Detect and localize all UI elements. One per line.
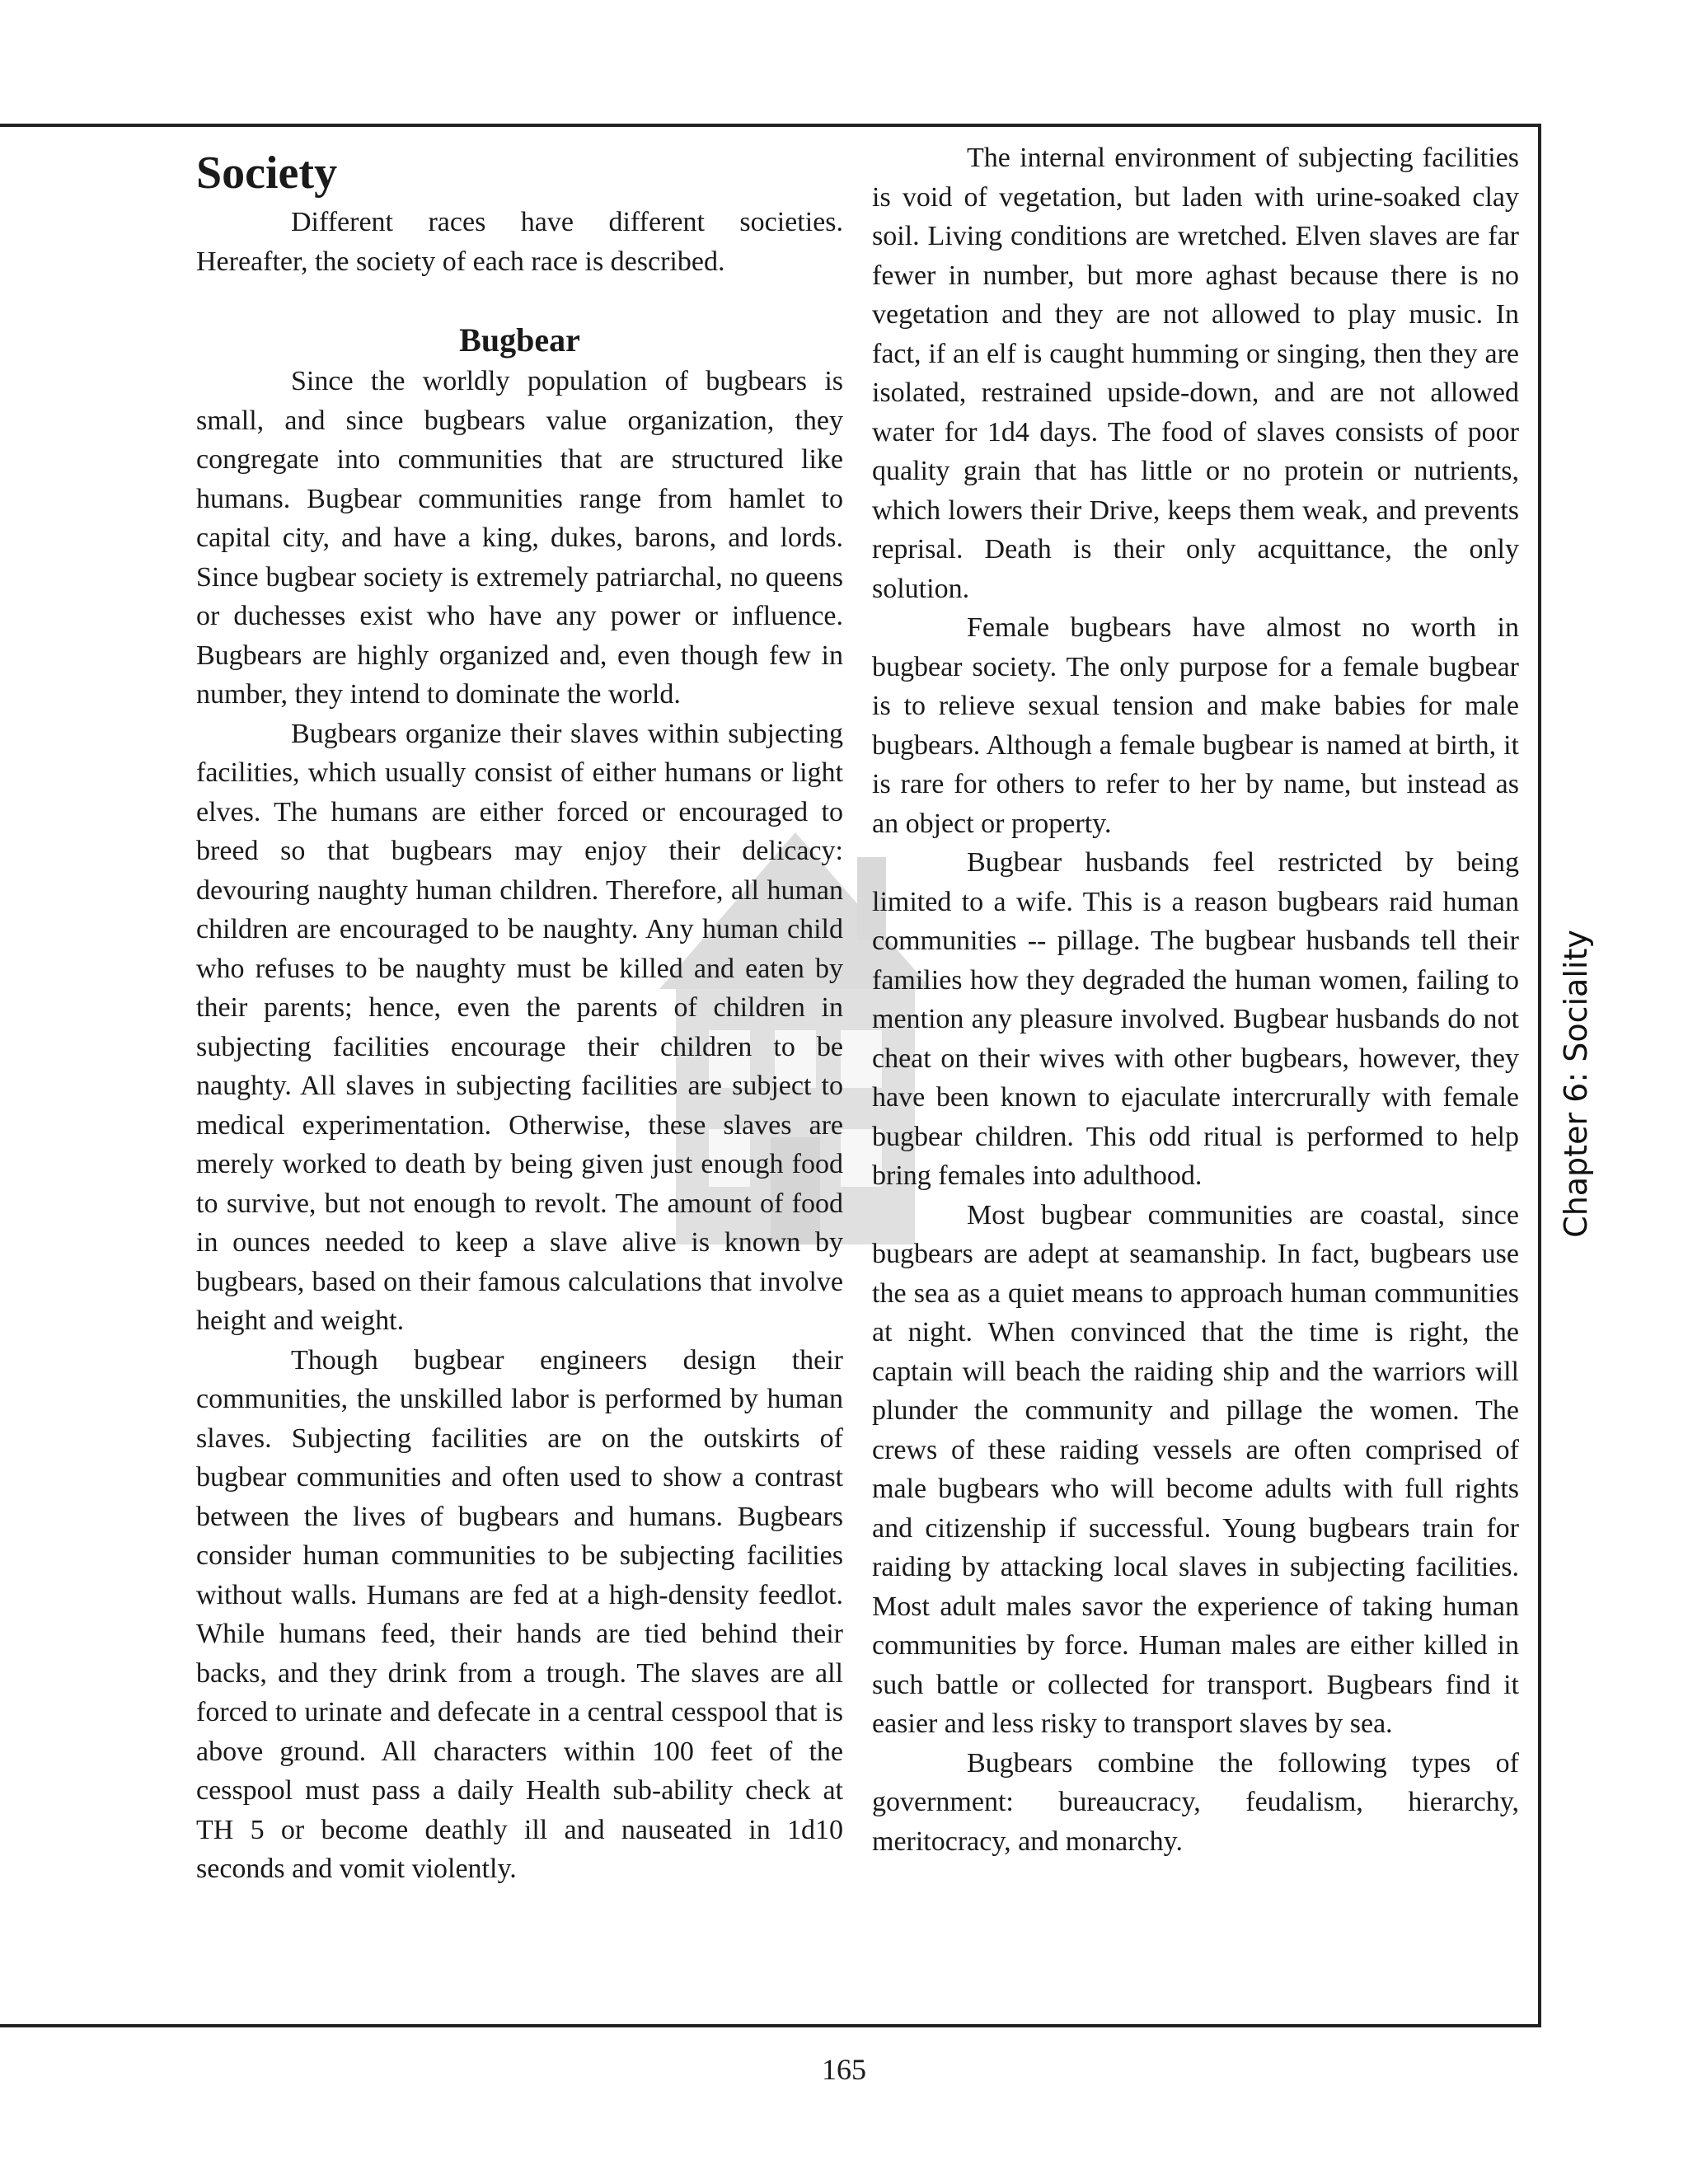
body-paragraph: Since the worldly population of bugbears is small, and since bugbears value organization, they congregate into communities that are structured like humans. Bugbear communities range from hamlet to capital city, and have a king, dukes, barons, and lords. Since bugbear society is extremely patriarchal, no queens or duchesses exist who have any power or influence. Bugbears are highly organized and, even though few in number, they intend to dominate the world. [196, 366, 843, 710]
body-paragraph: The internal environment of subjecting facilities is void of vegetation, but laden with urine-soaked clay soil. Living conditions are wretched. Elven slaves are far fewer in number, but more aghast because there is no vegetation and they are not allowed to play music. In fact, if an elf is caught humming or singing, then they are isolated, restrained upside-down, and are not allowed water for 1d4 days. The food of slaves consists of poor quality grain that has little or no protein or nutrients, which lowers their Drive, keeps them weak, and prevents reprisal. Death is their only acquittance, the only solution. [872, 143, 1519, 604]
body-paragraph: Bugbears organize their slaves within subjecting facilities, which usually consist of either humans or light elves. The humans are either forced or encouraged to breed so that bugbears may enjoy their delicacy: devouring naughty human children. Therefore, all human children are encouraged to be naughty. Any human child who refuses to be naughty must be killed and eaten by their parents; hence, even the parents of children in subjecting facilities encourage their children to be naughty. All slaves in subjecting facilities are subject to medical experimentation. Otherwise, these slaves are merely worked to death by being given just enough food to survive, but not enough to revolt. The amount of food in ounces needed to keep a slave alive is known by bugbears, based on their famous calculations that involve height and weight. [196, 718, 843, 1336]
intro-paragraph: Different races have different societies. Hereafter, the society of each race is described. [196, 207, 843, 277]
chapter-side-tab-label: Chapter 6: Sociality [1558, 930, 1594, 1238]
right-column [872, 138, 1519, 1861]
left-column [196, 138, 843, 1889]
subsection-title: Bugbear [459, 321, 580, 359]
page-number: 165 [822, 2053, 866, 2086]
body-paragraph: Bugbears combine the following types of government: bureaucracy, feudalism, hierarchy, meritocracy, and monarchy. [872, 1747, 1519, 1857]
section-title: Society [196, 148, 338, 199]
body-paragraph: Bugbear husbands feel restricted by being limited to a wife. This is a reason bugbears raid human communities -- pillage. The bugbear husbands tell their families how they degraded the human women, failing to mention any pleasure involved. Bugbear husbands do not cheat on their wives with other bugbears, however, they have been known to ejaculate intercrurally with female bugbear children. This odd ritual is performed to help bring females into adulthood. [872, 847, 1519, 1191]
body-paragraph: Female bugbears have almost no worth in bugbear society. The only purpose for a female bugbear is to relieve sexual tension and make babies for male bugbears. Although a female bugbear is named at birth, it is rare for others to refer to her by name, but instead as an object or property. [872, 612, 1519, 839]
body-paragraph: Most bugbear communities are coastal, since bugbears are adept at seamanship. In fact, bugbears use the sea as a quiet means to approach human communities at night. When convinced that the time is right, the captain will beach the raiding ship and the warriors will plunder the community and pillage the women. The crews of these raiding vessels are often comprised of male bugbears who will become adults with full rights and citizenship if successful. Young bugbears train for raiding by attacking local slaves in subjecting facilities. Most adult males savor the experience of taking human communities by force. Human males are either killed in such battle or collected for transport. Bugbears find it easier and less risky to transport slaves by sea. [872, 1199, 1519, 1739]
chapter-side-tab [1551, 911, 1601, 1257]
body-paragraph: Though bugbear engineers design their communities, the unskilled labor is performed by human slaves. Subjecting facilities are on the outskirts of bugbear communities and often used to show a contrast between the lives of bugbears and humans. Bugbears consider human communities to be subjecting facilities without walls. Humans are fed at a high-density feedlot. While humans feed, their hands are tied behind their backs, and they drink from a trough. The slaves are all forced to urinate and defecate in a central cesspool that is above ground. All characters within 100 feet of the cesspool must pass a daily Health sub-ability check at TH 5 or become deathly ill and nauseated in 1d10 seconds and vomit violently. [196, 1344, 843, 1884]
